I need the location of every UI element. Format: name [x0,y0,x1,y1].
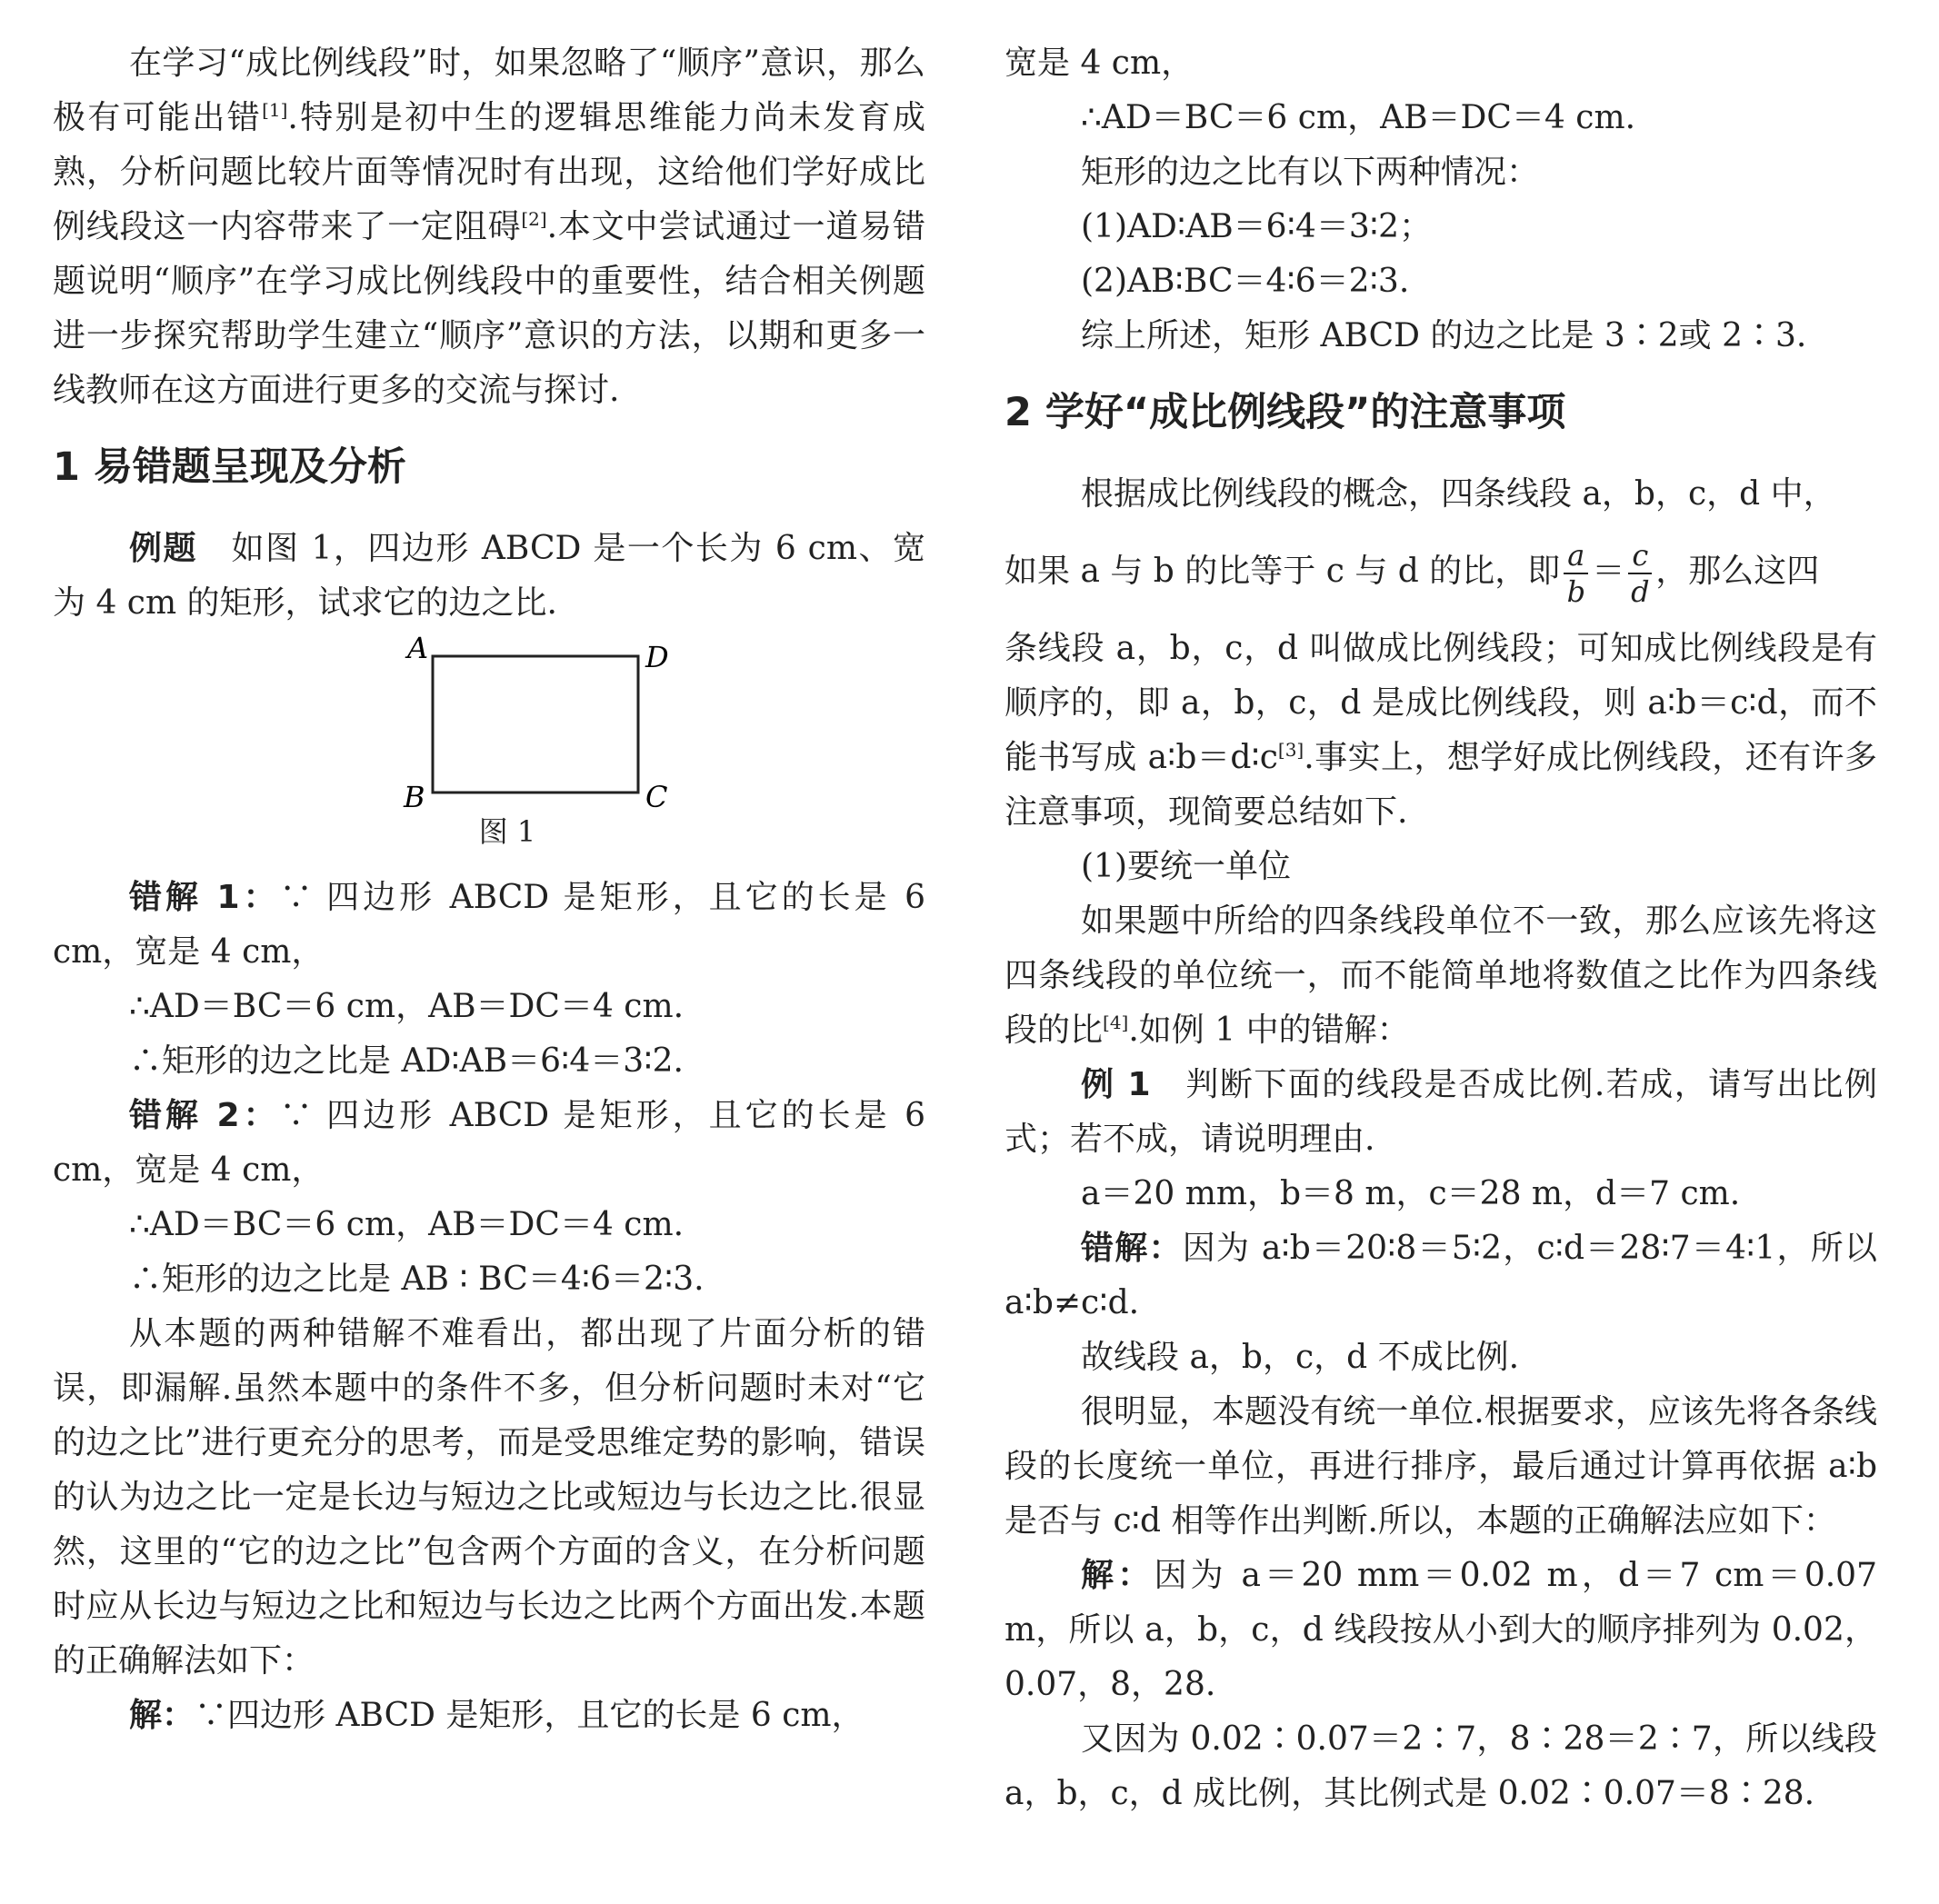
vertex-a-label: A [407,631,429,665]
wrong-solution-1-line-3: ∴矩形的边之比是 AD∶AB＝6∶4＝3∶2. [129,1042,684,1080]
wrong-solution-2 [53,1089,925,1198]
wrong-solution-2-label: 错解 2： [129,1097,280,1134]
solution-continued-3: 矩形的边之比有以下两种情况： [1081,154,1540,191]
example-1-data: a＝20 mm，b＝8 m，c＝28 m，d＝7 cm. [1081,1175,1741,1212]
wrong-solution [1004,1221,1877,1331]
intro-text-2: .特别是初中生的逻辑思维能力尚未发育成熟，分析问题比较片面等情况时有出现，这给他们学好成比例线段这一内容带来了一定阻碍 [53,99,925,245]
wrong-solution-label: 错解： [1081,1230,1183,1267]
intro-text-3: .本文中尝试通过一道易错题说明“顺序”在学习成比例线段中的重要性，结合相关例题进一步探究帮助学生建立“顺序”意识的方法，以期和更多一线教师在这方面进行更多的交流与探讨. [53,208,925,409]
wrong-solution-2-line-2: ∴AD＝BC＝6 cm，AB＝DC＝4 cm. [129,1206,685,1243]
fraction-1-denominator: b [1566,574,1586,609]
concept-line-1: 根据成比例线段的概念，四条线段 a，b，c，d 中， [1081,475,1836,513]
example-text: 如图 1，四边形 ABCD 是一个长为 6 cm、宽为 4 cm 的矩形，试求它的边之比. [53,530,925,622]
correct-solution [1004,1549,1877,1712]
vertex-b-label: B [404,780,425,814]
figure-caption: 图 1 [478,814,536,849]
section-2-heading: 2 学好“成比例线段”的注意事项 [1004,390,1566,435]
rectangle-diagram [344,631,669,820]
vertex-c-label: C [645,780,668,814]
citation-2: [2] [521,208,547,230]
intro-paragraph [53,36,925,418]
correct-solution-text: 因为 a＝20 mm＝0.02 m，d＝7 cm＝0.07 m，所以 a，b，c，d 线段按从小到大的顺序排列为 0.02，0.07，8，28. [1004,1557,1877,1703]
units-paragraph [1004,894,1877,1058]
rectangle-abcd [433,656,638,793]
right-column [1004,36,1877,1821]
left-column [53,36,925,1743]
example-label: 例题 [129,530,198,567]
fraction-1-numerator: a [1564,538,1588,574]
citation-1: [1] [262,99,288,121]
example-1 [1004,1058,1877,1167]
concept-text-pre: 如果 a 与 b 的比等于 c 与 d 的比，即 [1004,553,1561,590]
wrong-conclusion: 故线段 a，b，c，d 不成比例. [1081,1339,1520,1376]
concept-paragraph [1004,622,1877,840]
solution-continued-2: ∴AD＝BC＝6 cm，AB＝DC＝4 cm. [1081,99,1636,136]
units-text: 如果题中所给的四条线段单位不一致，那么应该先将这四条线段的单位统一，而不能简单地将数值之比作为四条线段的比 [1004,902,1877,1049]
correct-solution-2: 又因为 0.02∶0.07＝2∶7，8∶28＝2∶7，所以线段 a，b，c，d 成比例，其比例式是 0.02∶0.07＝8∶28. [1004,1720,1877,1812]
explanation-paragraph: 很明显，本题没有统一单位.根据要求，应该先将各条线段的长度统一单位，再进行排序，最后通过计算再依据 a∶b 是否与 c∶d 相等作出判断.所以，本题的正确解法应如下： [1004,1393,1877,1540]
section-1-heading: 1 易错题呈现及分析 [53,444,406,490]
example-1-text: 判断下面的线段是否成比例.若成，请写出比例式；若不成，请说明理由. [1004,1066,1877,1158]
concept-line-2 [1004,522,1877,622]
intro-text-1: 在学习“成比例线段”时，如果忽略了“顺序”意识，那么极有可能出错 [53,45,925,136]
concept-text-post: ，那么这四 [1655,553,1820,590]
fraction-equals: ＝ [1592,553,1625,590]
fraction-2-numerator: c [1628,538,1652,574]
units-text-2: .如例 1 中的错解： [1128,1012,1410,1049]
conclusion: 综上所述，矩形 ABCD 的边之比是 3∶2或 2∶3. [1081,317,1807,354]
example-1-label: 例 1 [1081,1066,1151,1103]
case-2: (2)AB∶BC＝4∶6＝2∶3. [1081,263,1410,300]
wrong-solution-1 [53,871,925,980]
citation-4: [4] [1103,1012,1129,1033]
analysis-paragraph: 从本题的两种错解不难看出，都出现了片面分析的错误，即漏解.虽然本题中的条件不多，但分析问题时未对“它的边之比”进行更充分的思考，而是受思维定势的影响，错误的认为边之比一定是长边与短边之比或短边与长边之比.很显然，这里的“它的边之比”包含两个方面的含义，在分析问题时应从长边与短边之比和短边与长边之比两个方面出发.本题的正确解法如下： [53,1315,925,1680]
wrong-solution-1-line-2: ∴AD＝BC＝6 cm，AB＝DC＝4 cm. [129,988,685,1025]
concept-text-4: .事实上，想学好成比例线段，还有许多注意事项，现简要总结如下. [1004,739,1877,831]
wrong-solution-1-line-1: ∵ 四边形 ABCD 是矩形，且它的长是 6 cm，宽是 4 cm， [53,879,925,971]
vertex-d-label: D [645,640,669,674]
wrong-solution-1-label: 错解 1： [129,879,280,916]
wrong-solution-2-line-1: ∵ 四边形 ABCD 是矩形，且它的长是 6 cm，宽是 4 cm， [53,1097,925,1189]
correct-solution-label: 解： [1081,1557,1154,1594]
fraction-c-over-d [1628,538,1652,609]
solution-line-1: ∵四边形 ABCD 是矩形，且它的长是 6 cm， [195,1697,865,1734]
example-problem [53,522,925,631]
case-1: (1)AD∶AB＝6∶4＝3∶2； [1081,208,1433,245]
item-1-heading: (1)要统一单位 [1081,848,1291,885]
citation-3: [3] [1277,739,1304,761]
solution [53,1689,925,1743]
concept-text-3: 条线段 a，b，c，d 叫做成比例线段；可知成比例线段是有顺序的，即 a，b，c，d 是成比例线段，则 a∶b＝c∶d，而不能书写成 a∶b＝d∶c [1004,630,1877,776]
solution-label: 解： [129,1697,195,1734]
fraction-a-over-b [1564,538,1588,609]
wrong-solution-text: 因为 a∶b＝20∶8＝5∶2，c∶d＝28∶7＝4∶1，所以 a∶b≠c∶d. [1004,1230,1877,1321]
fraction-2-denominator: d [1631,574,1650,609]
figure-1 [53,631,925,865]
solution-continued-1: 宽是 4 cm， [1004,45,1194,82]
wrong-solution-2-line-3: ∴矩形的边之比是 AB ∶ BC＝4∶6＝2∶3. [129,1261,705,1298]
